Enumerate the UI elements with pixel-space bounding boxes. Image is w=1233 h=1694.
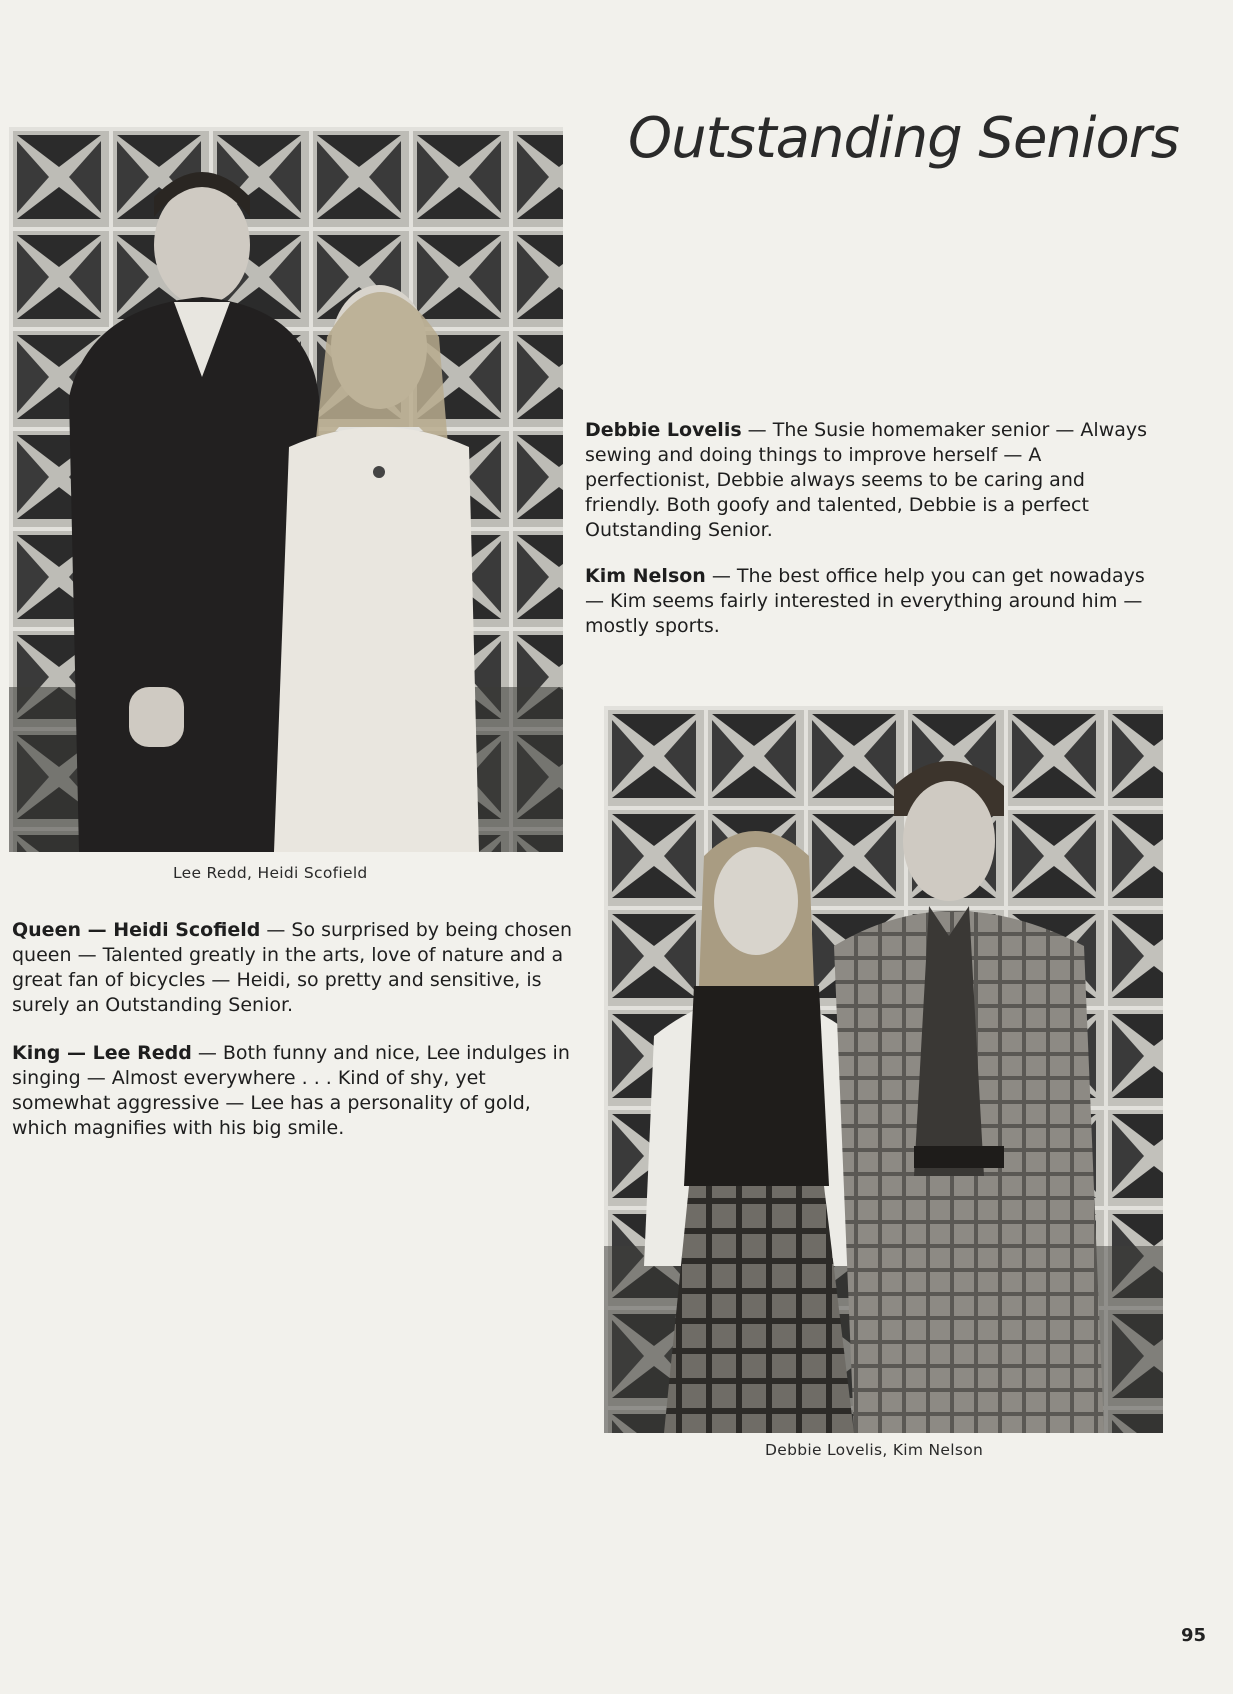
photo-caption-debbie-kim: Debbie Lovelis, Kim Nelson	[765, 1441, 984, 1459]
photo-debbie-kim	[604, 706, 1163, 1433]
bio-text: — The Susie homemaker senior — Always sewing and doing things to improve herself — A perfectionist, Debbie always seems to be caring and friendly. Both goofy and talented, Debbie is a perfect Outstanding Senior.	[585, 419, 1148, 541]
bio-name: Debbie Lovelis	[585, 419, 742, 441]
bio-debbie-lovelis	[585, 418, 1165, 543]
bio-text: — The best office help you can get nowadays — Kim seems fairly interested in everything around him — mostly sports.	[585, 565, 1145, 637]
bio-queen-heidi-scofield	[12, 918, 580, 1018]
photo-lee-heidi	[9, 127, 563, 852]
bio-text: — Both funny and nice, Lee indulges in singing — Almost everywhere . . . Kind of shy, yet somewhat aggressive — Lee has a personality of gold, which magnifies with his big smile.	[12, 1042, 570, 1139]
bio-name: Kim Nelson	[585, 565, 706, 587]
bio-name: King — Lee Redd	[12, 1042, 192, 1064]
bio-king-lee-redd	[12, 1041, 580, 1141]
bio-text: — So surprised by being chosen queen — Talented greatly in the arts, love of nature and a great fan of bicycles — Heidi, so pretty and sensitive, is surely an Outstanding Senior.	[12, 919, 572, 1016]
page-title: Outstanding Seniors	[628, 105, 1179, 171]
bio-name: Queen — Heidi Scofield	[12, 919, 261, 941]
photo-caption-lee-heidi: Lee Redd, Heidi Scofield	[173, 864, 368, 882]
page-number: 95	[1181, 1625, 1207, 1646]
bio-kim-nelson	[585, 564, 1165, 639]
